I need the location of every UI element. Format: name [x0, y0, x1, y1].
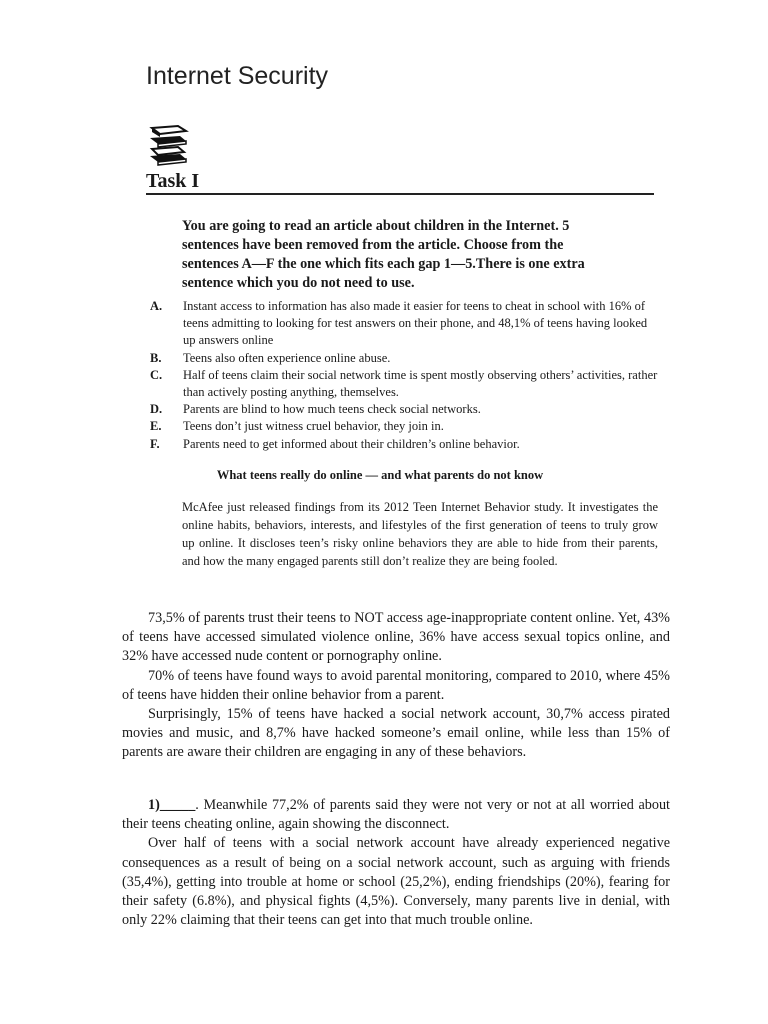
- option-f: [150, 436, 660, 453]
- task-instructions: You are going to read an article about children in the Internet. 5 sentences have been removed from the article. Choose from the sentences A—F the one which fits each gap 1—5.There is one extra sentence which you do not need to use.: [182, 218, 585, 291]
- page-title: Internet Security: [146, 62, 329, 90]
- gap-1-text: . Meanwhile 77,2% of parents said they were not very or not at all worried about their teens cheating online, again showing the disconnect.: [122, 797, 670, 833]
- option-d: [150, 401, 660, 418]
- books-icon: [146, 124, 190, 166]
- task-divider: [146, 193, 654, 195]
- article-paragraph: Over half of teens with a social network account have already experienced negative consequences as a result of being on a social network account, such as arguing with friends (35,4%), getting into trouble at home or school (25,2%), ending friendships (20%), fearing for their safety (6.8%), and physical fights (4,5%). Conversely, many parents live in denial, with only 22% claiming that their teens can get into that much trouble online.: [122, 835, 670, 929]
- option-text: Half of teens claim their social network time is spent mostly observing others’ activities, rather than actively posting anything, themselves.: [183, 367, 658, 400]
- gap-1-blank: 1)_____: [148, 797, 196, 813]
- task-heading: Task I: [146, 170, 200, 192]
- article-paragraph: 73,5% of parents trust their teens to NOT access age-inappropriate content online. Yet, 43% of teens have accessed simulated violence online, 36% have access sexual topics online, and 32% have accessed nude content or pornography online.: [122, 610, 670, 665]
- option-text: Teens also often experience online abuse.: [183, 350, 391, 365]
- gap-1-paragraph: [122, 796, 670, 834]
- article-body-part-2: [122, 796, 670, 930]
- article-title: What teens really do online — and what parents do not know: [216, 468, 544, 482]
- article-paragraph: Surprisingly, 15% of teens have hacked a social network account, 30,7% access pirated movies and music, and 8,7% have hacked someone’s email online, while less than 15% of parents are aware their children are engaging in any of these behaviors.: [122, 706, 670, 761]
- option-c: [150, 367, 660, 401]
- option-letter: E.: [150, 419, 162, 434]
- option-letter: D.: [150, 402, 163, 417]
- option-letter: B.: [150, 350, 162, 365]
- article-paragraph: 70% of teens have found ways to avoid parental monitoring, compared to 2010, where 45% of teens have hidden their online behavior from a parent.: [122, 667, 670, 703]
- option-letter: F.: [150, 436, 160, 451]
- option-letter: C.: [150, 367, 163, 382]
- option-text: Parents are blind to how much teens check social networks.: [183, 402, 481, 417]
- option-text: Parents need to get informed about their children’s online behavior.: [183, 436, 520, 451]
- option-text: Teens don’t just witness cruel behavior, they join in.: [183, 419, 444, 434]
- option-e: [150, 418, 660, 435]
- option-a: [150, 298, 660, 350]
- article-intro: McAfee just released findings from its 2012 Teen Internet Behavior study. It investigates the online habits, behaviors, interests, and lifestyles of the first generation of teens to truly grow up online. It discloses teen’s risky online behaviors they are able to hide from their parents, and how the many engaged parents still don’t realize they are being fooled.: [182, 500, 658, 568]
- option-b: [150, 350, 660, 367]
- option-letter: A.: [150, 299, 163, 313]
- answer-options: [150, 298, 660, 453]
- option-text: Instant access to information has also made it easier for teens to cheat in school with 16% of teens admitting to looking for test answers on their phone, and 48,1% of teens having looked up answers online: [183, 299, 648, 348]
- article-body-part-1: [122, 609, 670, 763]
